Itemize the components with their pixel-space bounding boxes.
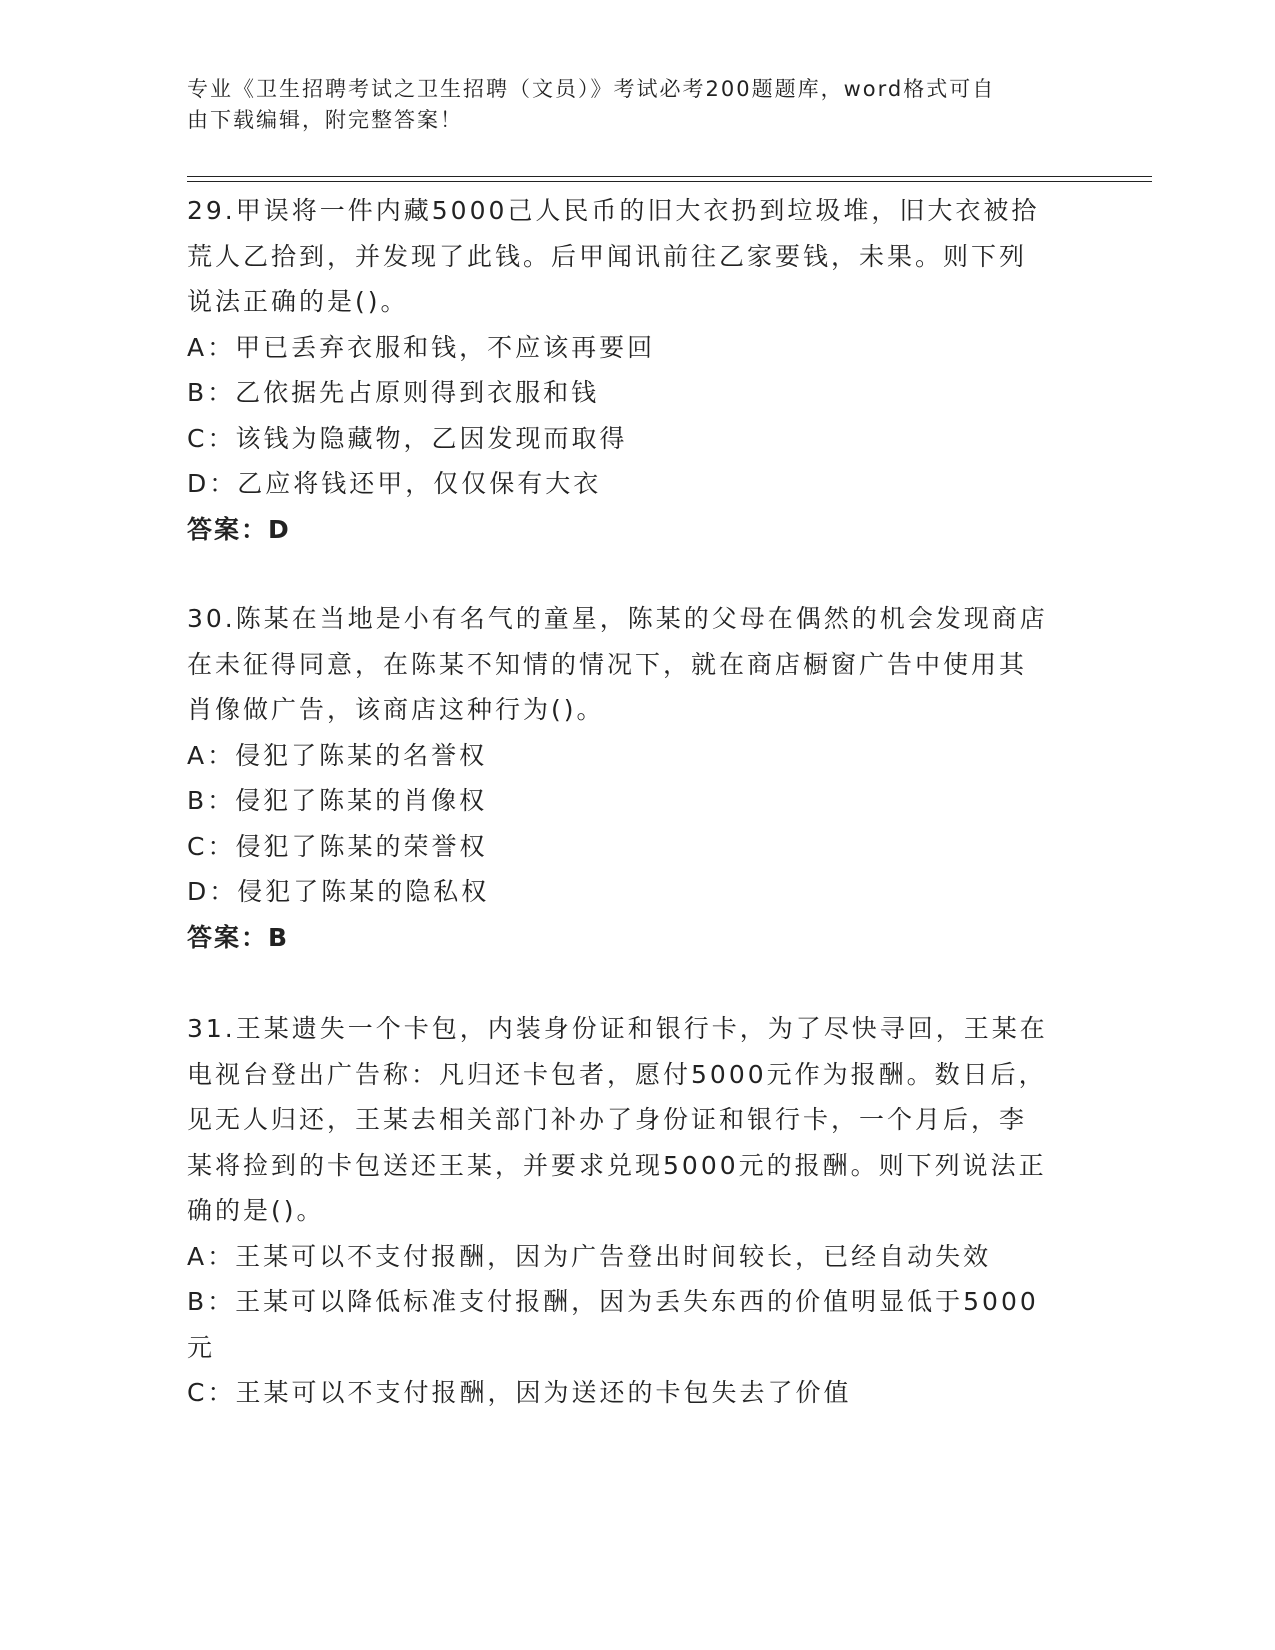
header-line-2: 由下载编辑，附完整答案！ — [187, 108, 463, 132]
option-a: A：侵犯了陈某的名誉权 — [187, 740, 488, 770]
question-stem-line: 31.王某遗失一个卡包，内装身份证和银行卡，为了尽快寻回，王某在 — [187, 1014, 1048, 1043]
question-stem-line: 见无人归还，王某去相关部门补办了身份证和银行卡，一个月后，李 — [187, 1105, 1028, 1134]
question-stem-line: 荒人乙拾到，并发现了此钱。后甲闻讯前往乙家要钱，未果。则下列 — [187, 241, 1028, 271]
question-stem-line: 电视台登出广告称：凡归还卡包者，愿付5000元作为报酬。数日后， — [187, 1059, 1047, 1089]
question-stem-line: 某将捡到的卡包送还王某，并要求兑现5000元的报酬。则下列说法正 — [187, 1150, 1047, 1180]
option-d: D：侵犯了陈某的隐私权 — [187, 877, 490, 906]
header-divider-top — [187, 176, 1152, 177]
option-c: C：侵犯了陈某的荣誉权 — [187, 831, 488, 861]
answer-line: 答案：D — [187, 514, 291, 544]
option-a: A：甲已丢弃衣服和钱，不应该再要回 — [187, 332, 656, 362]
question-31 — [187, 1006, 1087, 1416]
question-stem-line: 在未征得同意，在陈某不知情的情况下，就在商店橱窗广告中使用其 — [187, 649, 1028, 679]
question-30 — [187, 596, 1087, 960]
question-stem-line: 确的是()。 — [187, 1196, 325, 1225]
option-b: B：乙依据先占原则得到衣服和钱 — [187, 378, 600, 407]
option-b: B：王某可以降低标准支付报酬，因为丢失东西的价值明显低于5000 — [187, 1287, 1039, 1316]
option-b: B：侵犯了陈某的肖像权 — [187, 786, 488, 815]
option-c: C：该钱为隐藏物，乙因发现而取得 — [187, 423, 628, 453]
answer-line: 答案：B — [187, 922, 290, 952]
question-stem-line: 30.陈某在当地是小有名气的童星，陈某的父母在偶然的机会发现商店 — [187, 604, 1048, 633]
document-header — [187, 74, 1067, 136]
option-b-continued: 元 — [187, 1332, 216, 1362]
question-29 — [187, 188, 1087, 552]
question-stem-line: 29.甲误将一件内藏5000己人民币的旧大衣扔到垃圾堆，旧大衣被拾 — [187, 196, 1040, 225]
header-line-1: 专业《卫生招聘考试之卫生招聘（文员）》考试必考200题题库，word格式可自 — [187, 77, 996, 101]
option-a: A：王某可以不支付报酬，因为广告登出时间较长，已经自动失效 — [187, 1241, 992, 1271]
option-d: D：乙应将钱还甲，仅仅保有大衣 — [187, 469, 602, 498]
header-divider-bottom — [187, 181, 1152, 182]
option-c: C：王某可以不支付报酬，因为送还的卡包失去了价值 — [187, 1378, 852, 1407]
question-stem-line: 说法正确的是()。 — [187, 287, 409, 316]
question-stem-line: 肖像做广告，该商店这种行为()。 — [187, 695, 605, 724]
